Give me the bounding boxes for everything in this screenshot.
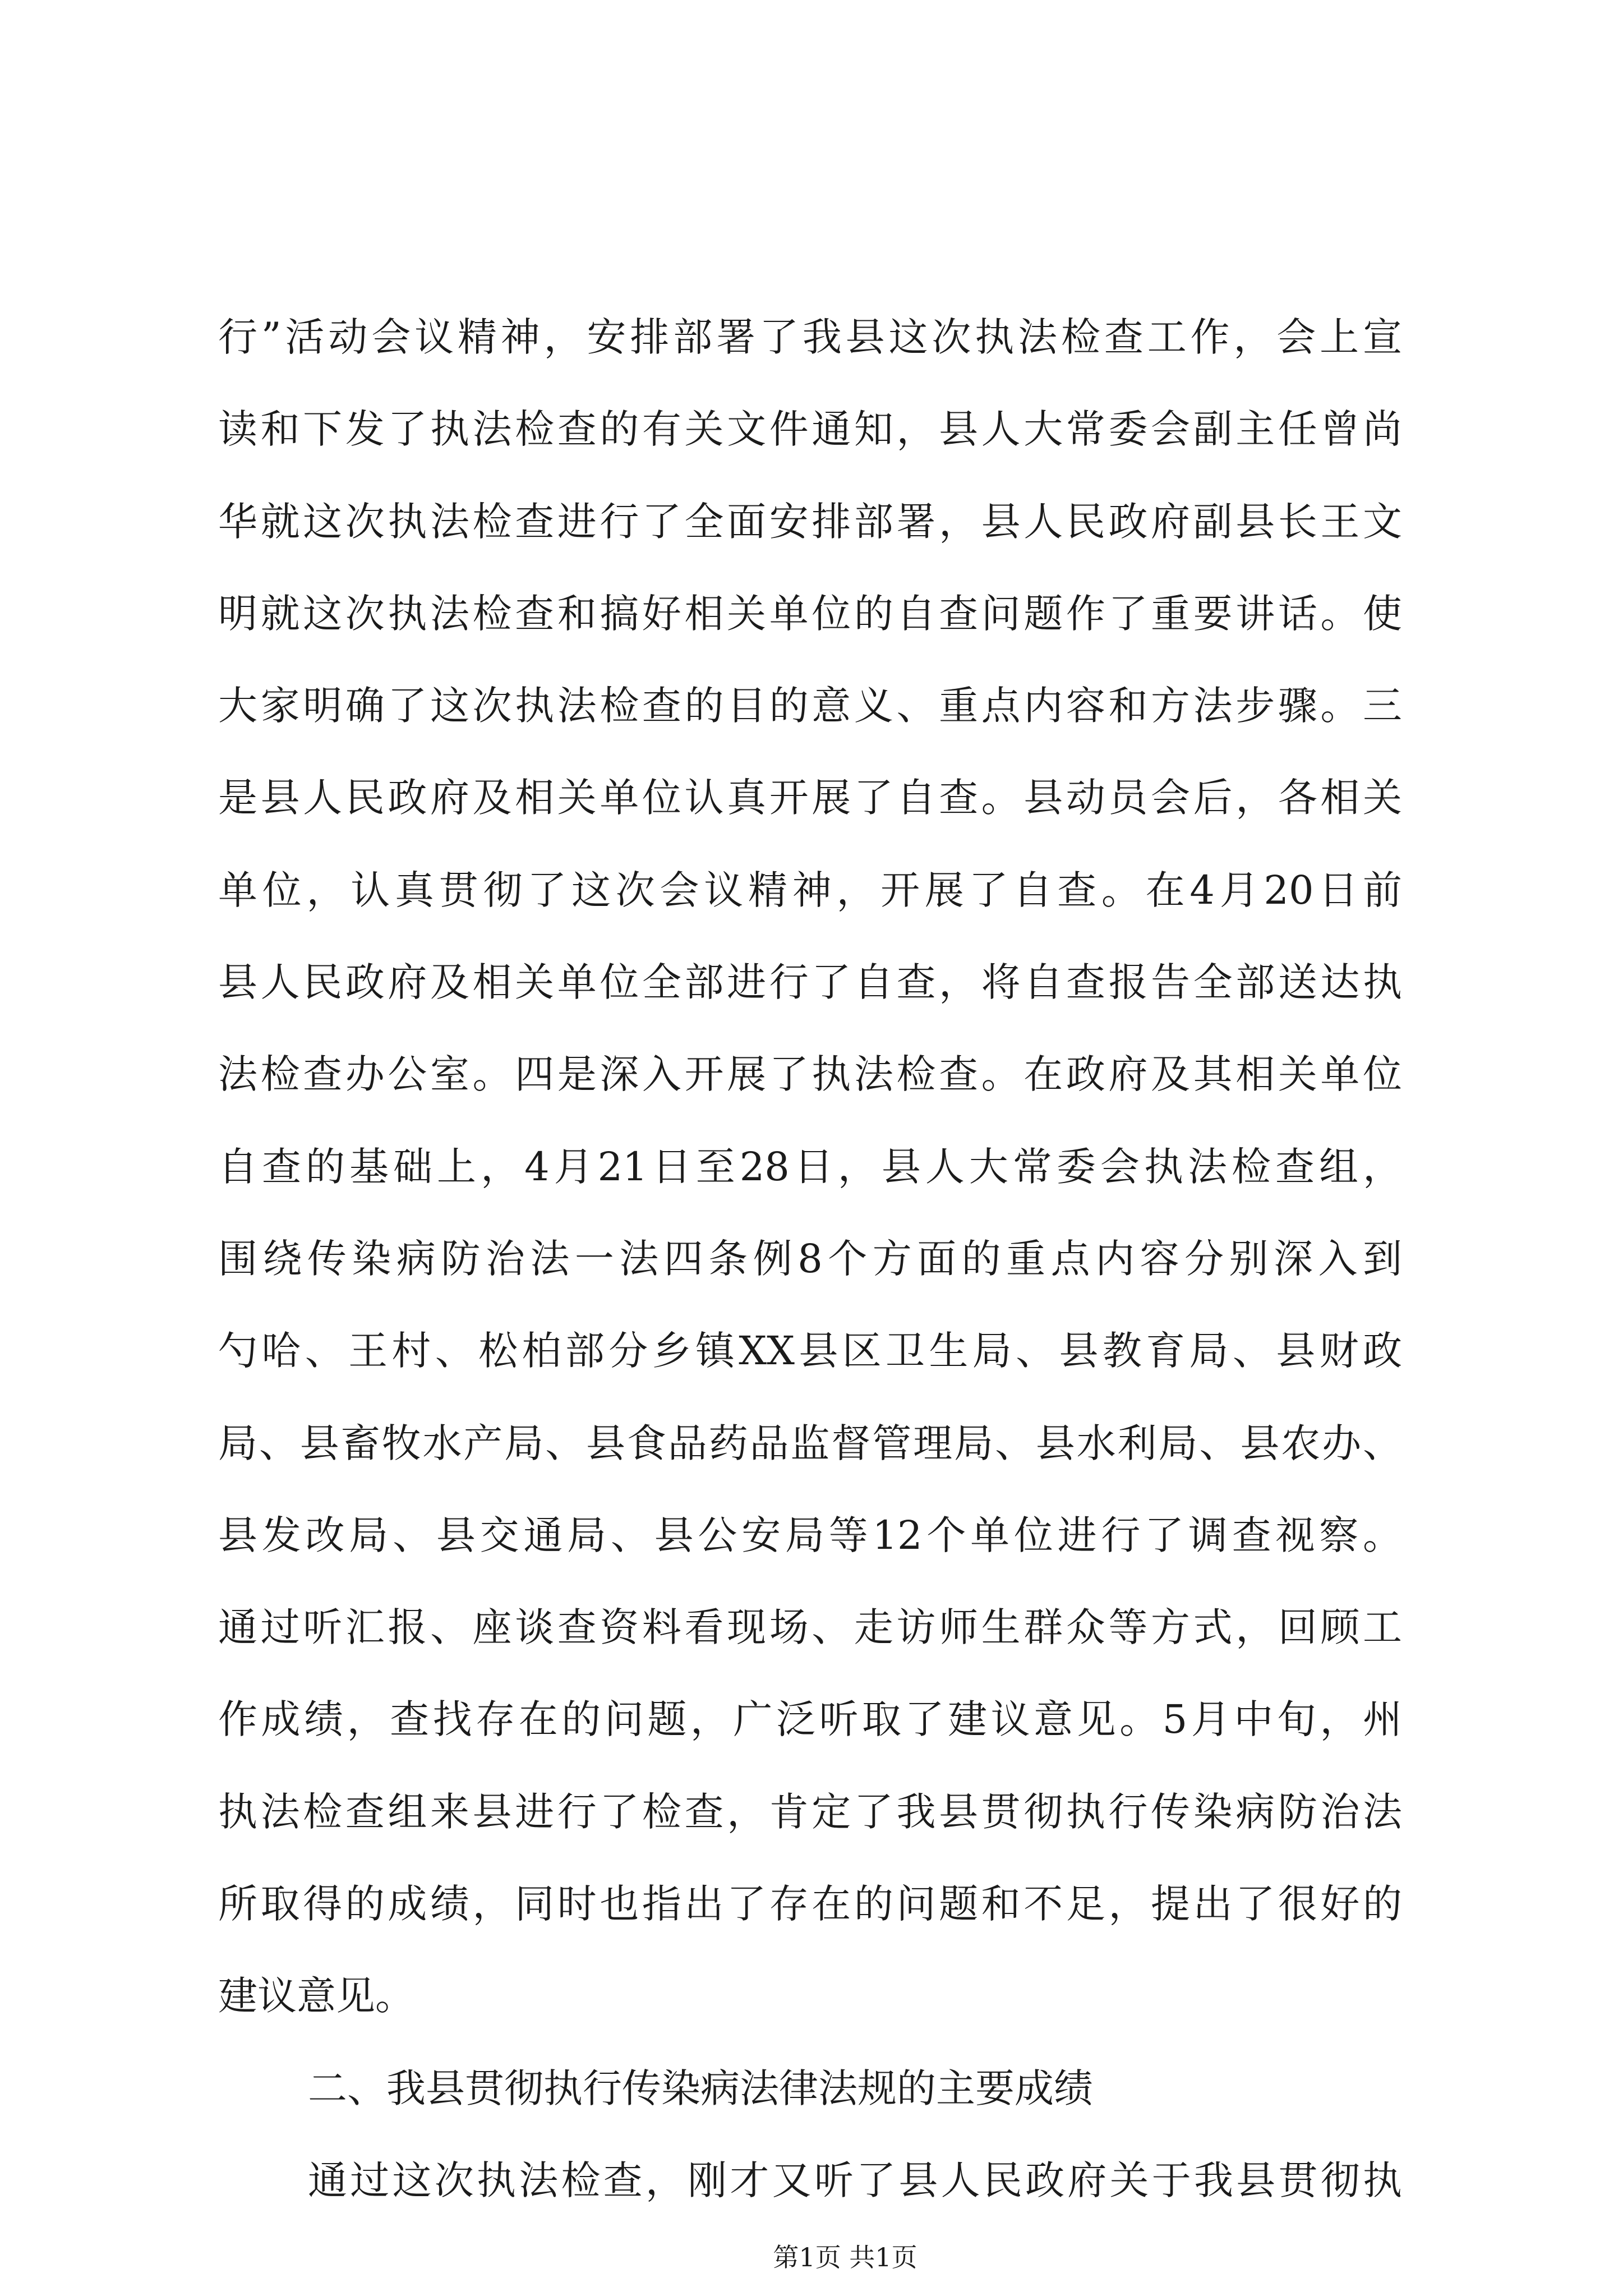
text-line: 华就这次执法检查进行了全面安排部署，县人民政府副县长王文	[218, 498, 1402, 545]
text-line: 大家明确了这次执法检查的目的意义、重点内容和方法步骤。三	[218, 683, 1402, 729]
text-line: 单位，认真贯彻了这次会议精神，开展了自查。在4月20日前	[218, 867, 1402, 913]
text-line: 自查的基础上，4月21日至28日，县人大常委会执法检查组，	[218, 1143, 1402, 1190]
text-line: 法检查办公室。四是深入开展了执法检查。在政府及其相关单位	[218, 1051, 1402, 1098]
text-line: 所取得的成绩，同时也指出了存在的问题和不足，提出了很好的	[218, 1881, 1402, 1927]
text-line: 是县人民政府及相关单位认真开展了自查。县动员会后，各相关	[218, 775, 1402, 821]
text-line: 通过听汇报、座谈查资料看现场、走访师生群众等方式，回顾工	[218, 1604, 1402, 1651]
text-line: 通过这次执法检查，刚才又听了县人民政府关于我县贯彻执	[308, 2157, 1402, 2203]
section-heading: 二、我县贯彻执行传染病法律法规的主要成绩	[308, 2065, 1093, 2111]
text-line: 县发改局、县交通局、县公安局等12个单位进行了调查视察。	[218, 1512, 1402, 1558]
text-line: 明就这次执法检查和搞好相关单位的自查问题作了重要讲话。使	[218, 590, 1402, 637]
text-line: 局、县畜牧水产局、县食品药品监督管理局、县水利局、县农办、	[218, 1420, 1402, 1466]
text-line: 行”活动会议精神，安排部署了我县这次执法检查工作，会上宣	[218, 314, 1402, 360]
text-line: 读和下发了执法检查的有关文件通知，县人大常委会副主任曾尚	[218, 406, 1402, 453]
page-footer: 第1页 共1页	[773, 2242, 917, 2272]
text-line: 勺哈、王村、松柏部分乡镇XX县区卫生局、县教育局、县财政	[218, 1328, 1402, 1374]
text-line: 县人民政府及相关单位全部进行了自查，将自查报告全部送达执	[218, 959, 1402, 1006]
text-line: 执法检查组来县进行了检查，肯定了我县贯彻执行传染病防治法	[218, 1788, 1402, 1835]
body-text	[218, 291, 1402, 2226]
text-line: 建议意见。	[218, 1973, 414, 2019]
text-line: 围绕传染病防治法一法四条例8个方面的重点内容分别深入到	[218, 1235, 1402, 1282]
text-line: 作成绩，查找存在的问题，广泛听取了建议意见。5月中旬，州	[218, 1696, 1402, 1743]
